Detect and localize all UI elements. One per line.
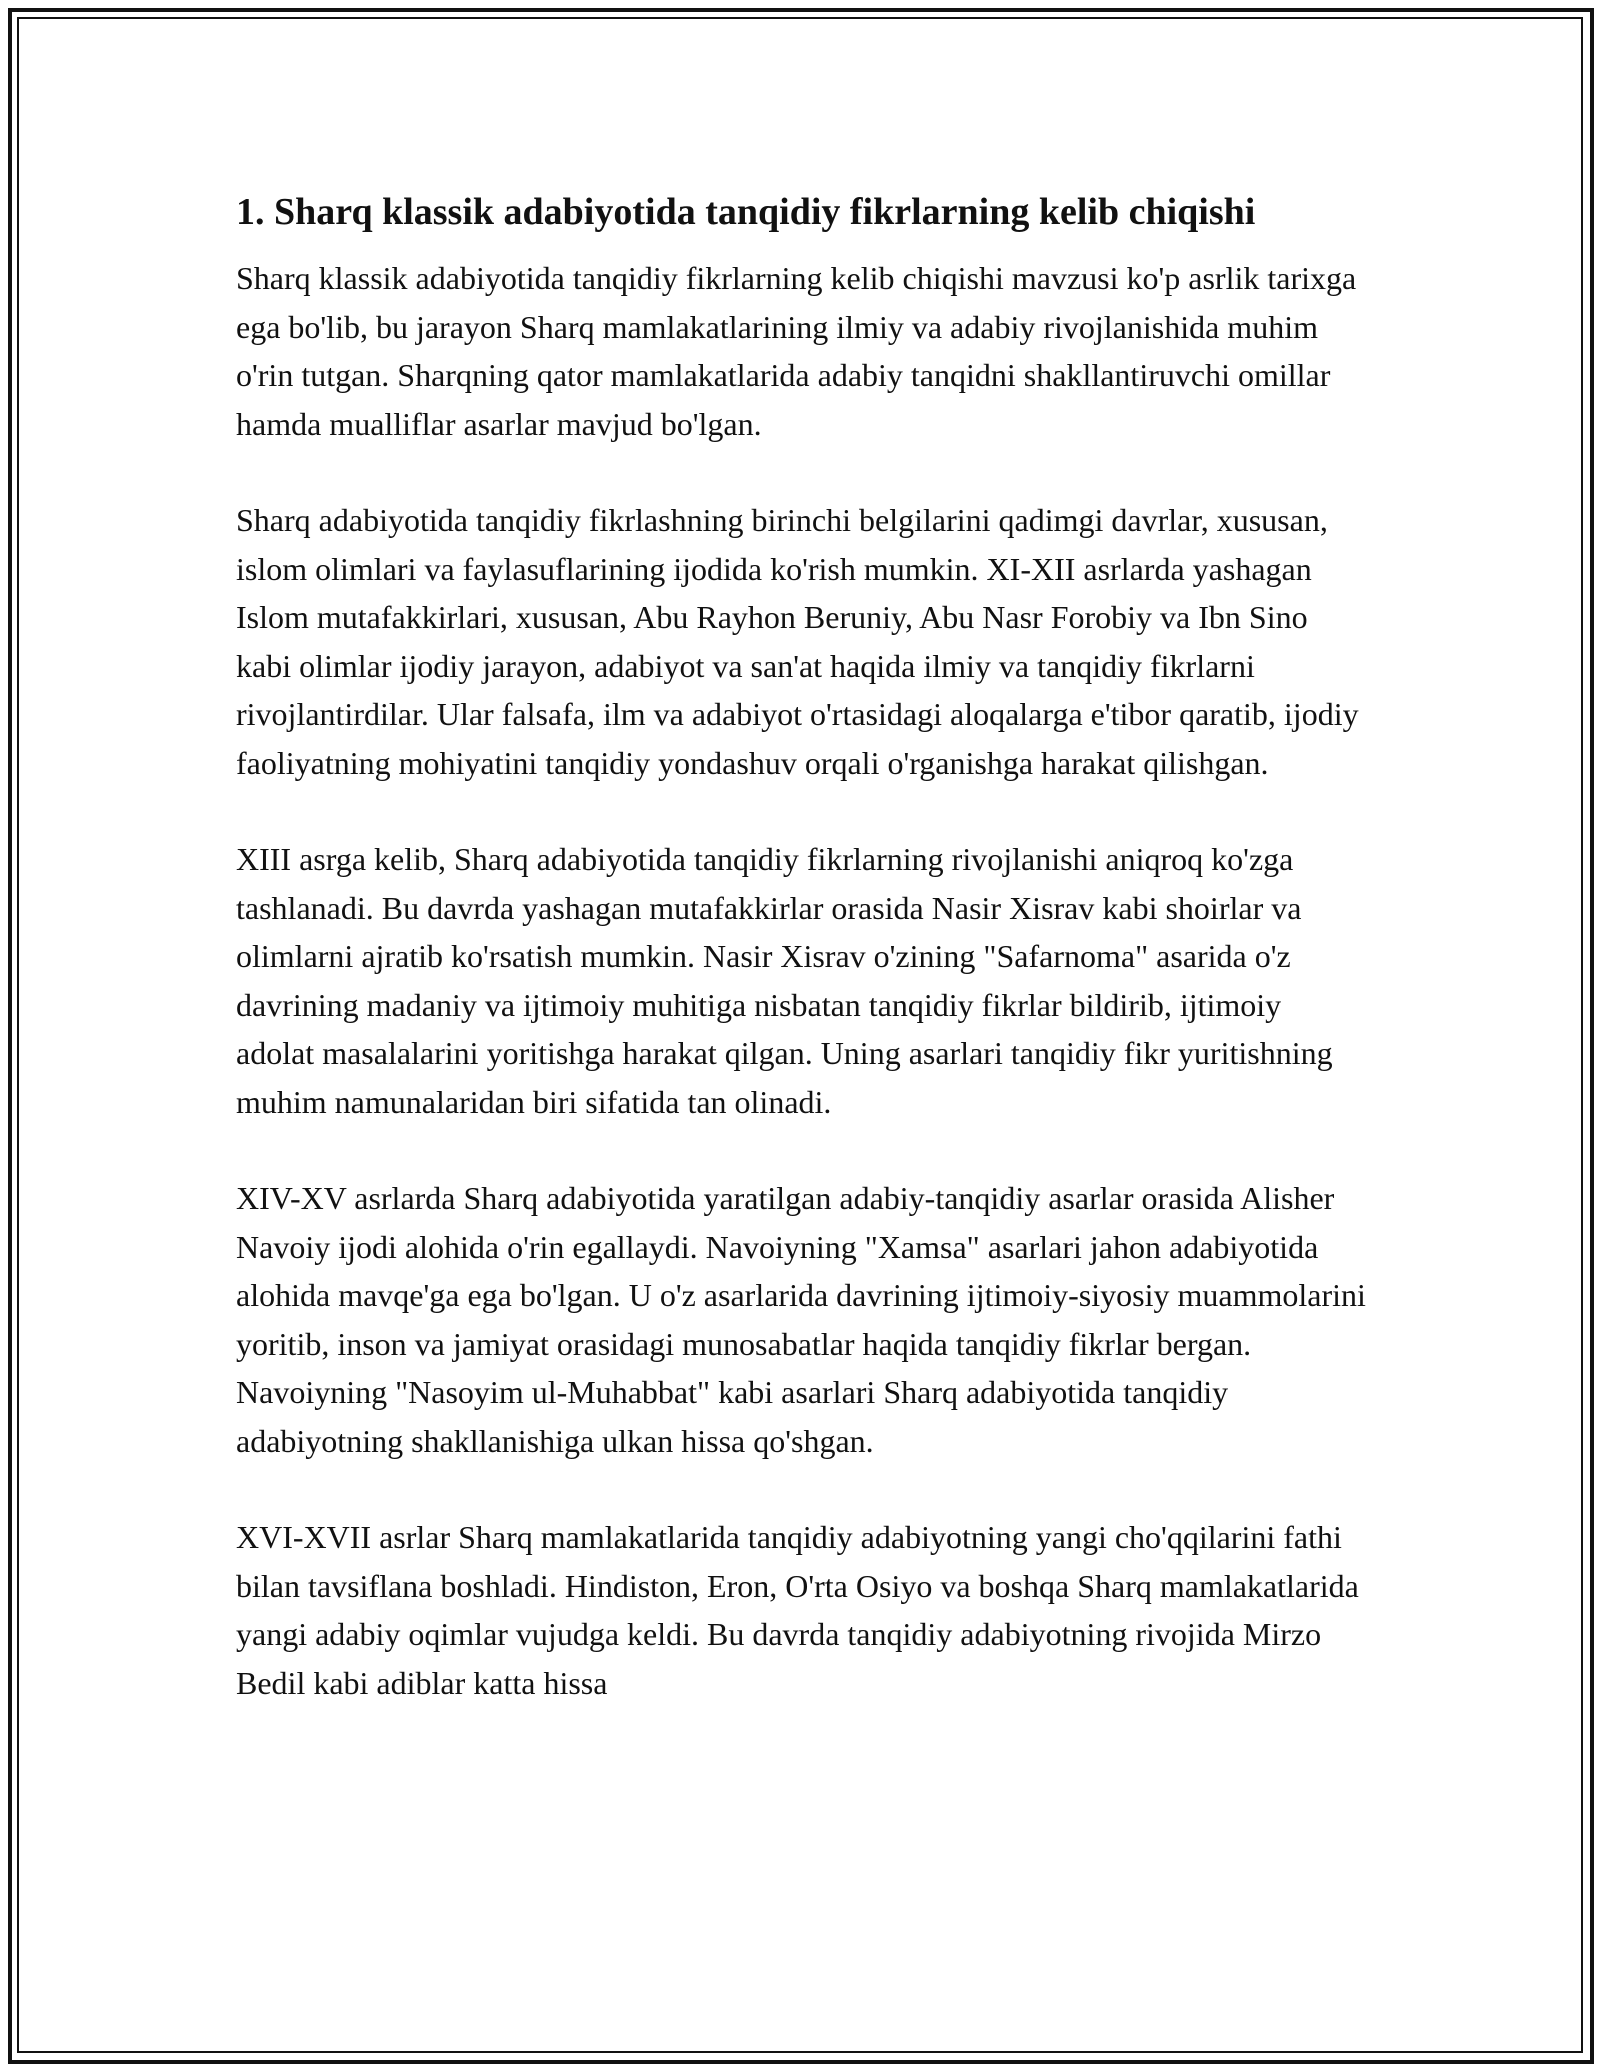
paragraph-2: Sharq adabiyotida tanqidiy fikrlashning birinchi belgilarini qadimgi davrlar, xususan, islom olimlari va faylasuflarining ijodida ko'rish mumkin. XI-XII asrlarda yashagan Islom mutafakkirlari, xususan, Abu Rayhon Beruniy, Abu Nasr Forobiy va Ibn Sino kabi olimlar ijodiy jarayon, adabiyot va san'at haqida ilmiy va tanqidiy fikrlarni rivojlantirdilar. Ular falsafa, ilm va adabiyot o'rtasidagi aloqalarga e'tibor qaratib, ijodiy faoliyatning mohiyatini tanqidiy yondashuv orqali o'rganishga harakat qilishgan. [236, 502, 1359, 781]
paragraph-1: Sharq klassik adabiyotida tanqidiy fikrlarning kelib chiqishi mavzusi ko'p asrlik tarixga ega bo'lib, bu jarayon Sharq mamlakatlarining ilmiy va adabiy rivojlanishida muhim o'rin tutgan. Sharqning qator mamlakatlarida adabiy tanqidni shakllantiruvchi omillar hamda mualliflar asarlar mavjud bo'lgan. [236, 260, 1357, 442]
paragraph-5: XVI-XVII asrlar Sharq mamlakatlarida tanqidiy adabiyotning yangi cho'qqilarini fathi bilan tavsiflana boshladi. Hindiston, Eron, O'rta Osiyo va boshqa Sharq mamlakatlarida yangi adabiy oqimlar vujudga keldi. Bu davrda tanqidiy adabiyotning rivojida Mirzo Bedil kabi adiblar katta hissa [236, 1519, 1359, 1701]
paragraph-4: XIV-XV asrlarda Sharq adabiyotida yaratilgan adabiy-tanqidiy asarlar orasida Alisher Navoiy ijodi alohida o'rin egallaydi. Navoiyning "Xamsa" asarlari jahon adabiyotida alohida mavqe'ga ega bo'lgan. U o'z asarlarida davrining ijtimoiy-siyosiy muammolarini yoritib, inson va jamiyat orasidagi munosabatlar haqida tanqidiy fikrlar bergan. Navoiyning "Nasoyim ul-Muhabbat" kabi asarlari Sharq adabiyotida tanqidiy adabiyotning shakllanishiga ulkan hissa qo'shgan. [236, 1180, 1366, 1459]
section-title: 1. Sharq klassik adabiyotida tanqidiy fikrlarning kelib chiqishi [236, 191, 1256, 233]
document-body [236, 186, 1366, 1755]
paragraph-3: XIII asrga kelib, Sharq adabiyotida tanqidiy fikrlarning rivojlanishi aniqroq ko'zga tashlanadi. Bu davrda yashagan mutafakkirlar orasida Nasir Xisrav kabi shoirlar va olimlarni ajratib ko'rsatish mumkin. Nasir Xisrav o'zining "Safarnoma" asarida o'z davrining madaniy va ijtimoiy muhitiga nisbatan tanqidiy fikrlar bildirib, ijtimoiy adolat masalalarini yoritishga harakat qilgan. Uning asarlari tanqidiy fikr yuritishning muhim namunalaridan biri sifatida tan olinadi. [236, 841, 1333, 1120]
